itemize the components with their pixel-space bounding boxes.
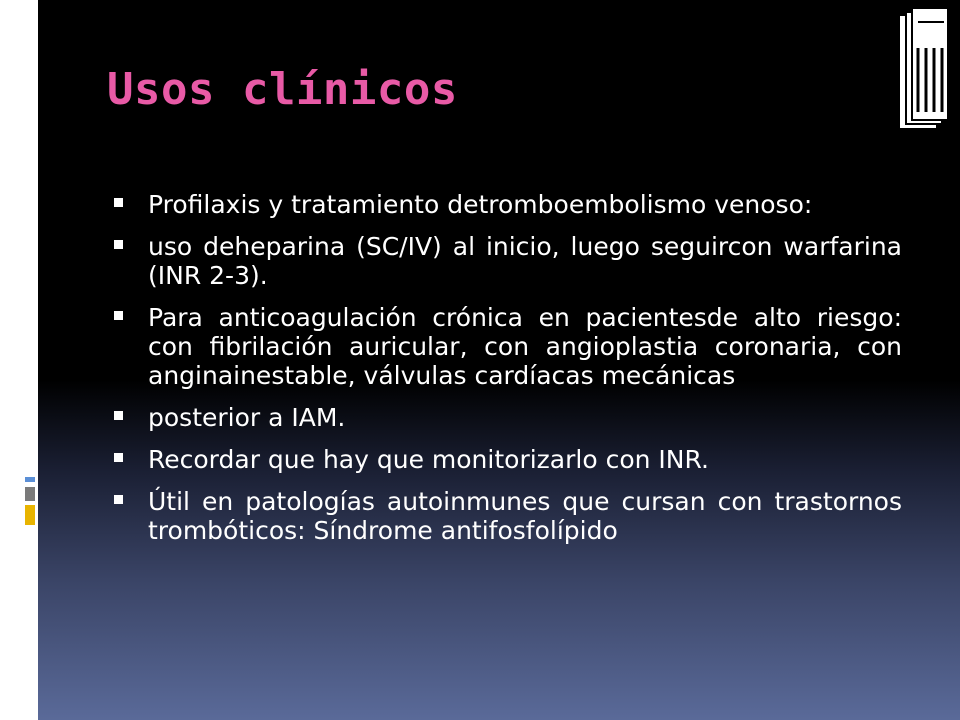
bullet-item [112, 190, 902, 219]
square-bullet-icon [114, 495, 123, 504]
bullet-text: posterior a IAM. [148, 403, 346, 432]
square-bullet-icon [114, 240, 123, 249]
bullet-item [112, 445, 902, 474]
square-bullet-icon [114, 411, 123, 420]
slide-title: Usos clínicos [107, 64, 458, 115]
bullet-item [112, 487, 902, 545]
square-bullet-icon [114, 198, 123, 207]
bullet-item [112, 403, 902, 432]
bullet-text: Útil en patologías autoinmunes que cursan con trastornos trombóticos: Síndrome antifosfolípido [148, 487, 902, 545]
accent-stripe-gray [25, 487, 35, 501]
bullet-text: Recordar que hay que monitorizarlo con INR. [148, 445, 709, 474]
document-stack-icon [900, 8, 948, 128]
bullet-list [112, 190, 902, 558]
left-white-bar [0, 0, 38, 720]
bullet-text: Profilaxis y tratamiento detromboembolismo venoso: [148, 190, 813, 219]
bullet-text: Para anticoagulación crónica en pacientesde alto riesgo: con fibrilación auricular, con angioplastia coronaria, con anginainestable, válvulas cardíacas mecánicas [148, 303, 902, 390]
bullet-text: uso deheparina (SC/IV) al inicio, luego seguircon warfarina (INR 2-3). [148, 232, 902, 290]
accent-stripe-blue [25, 477, 35, 482]
bullet-item [112, 303, 902, 390]
square-bullet-icon [114, 453, 123, 462]
bullet-item [112, 232, 902, 290]
square-bullet-icon [114, 311, 123, 320]
accent-stripe-gold [25, 505, 35, 525]
